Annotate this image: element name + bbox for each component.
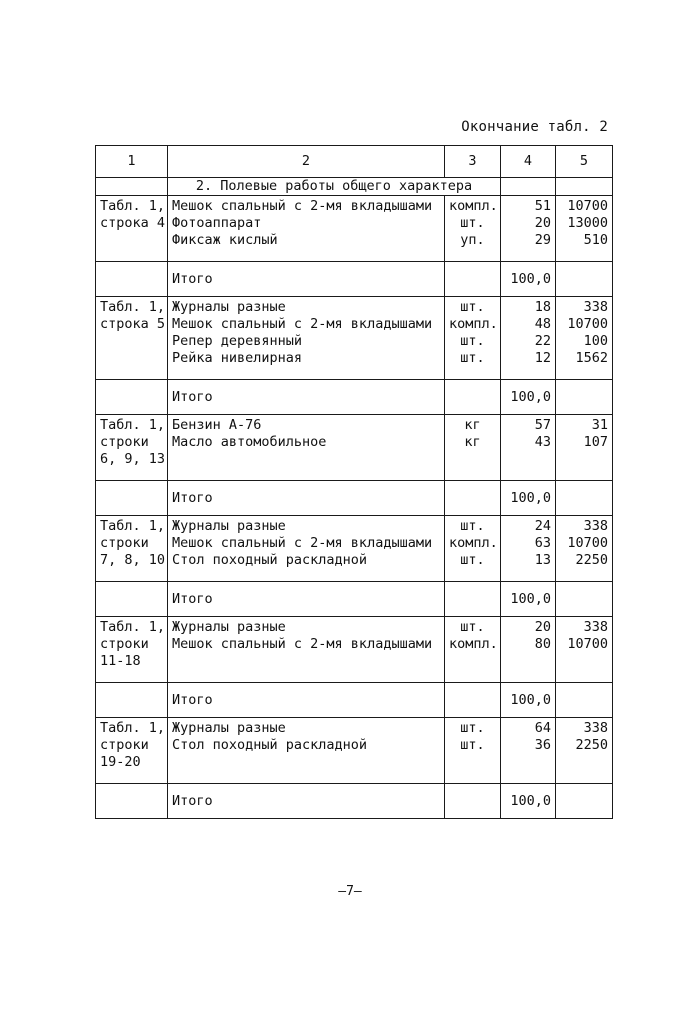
section-spacer xyxy=(556,178,613,196)
item-percents xyxy=(501,415,556,481)
item-price: 1562 xyxy=(575,350,608,366)
item-percent: 63 xyxy=(534,535,551,551)
item-percent: 20 xyxy=(534,619,551,635)
item-price: 338 xyxy=(583,518,608,534)
total-spacer xyxy=(556,380,613,415)
item-name: Рейка нивелирная xyxy=(172,350,303,366)
total-label: Итого xyxy=(168,481,445,516)
item-price: 338 xyxy=(583,619,608,635)
item-prices xyxy=(556,415,613,481)
item-units xyxy=(445,196,501,262)
total-spacer xyxy=(96,262,168,297)
total-spacer xyxy=(96,784,168,819)
item-percent: 57 xyxy=(534,417,551,433)
item-percent: 64 xyxy=(534,720,551,736)
total-spacer xyxy=(445,784,501,819)
item-price: 338 xyxy=(583,720,608,736)
item-units xyxy=(445,718,501,784)
header-cell-4: 4 xyxy=(501,146,556,178)
source-line: Табл. 1, xyxy=(100,299,166,315)
item-unit: шт. xyxy=(460,552,485,568)
item-prices xyxy=(556,617,613,683)
item-percent: 43 xyxy=(534,434,551,450)
group-items-row xyxy=(96,297,613,380)
source-line: строки xyxy=(100,434,149,450)
total-spacer xyxy=(96,582,168,617)
total-spacer xyxy=(445,380,501,415)
total-spacer xyxy=(556,582,613,617)
item-units xyxy=(445,297,501,380)
item-name: Мешок спальный с 2-мя вкладышами xyxy=(172,636,433,652)
total-row xyxy=(96,582,613,617)
item-percent: 36 xyxy=(534,737,551,753)
item-price: 510 xyxy=(583,232,608,248)
source-reference xyxy=(96,415,168,481)
item-percent: 13 xyxy=(534,552,551,568)
source-reference xyxy=(96,617,168,683)
total-value: 100,0 xyxy=(501,683,556,718)
item-name: Фиксаж кислый xyxy=(172,232,278,248)
item-name: Журналы разные xyxy=(172,720,286,736)
total-value: 100,0 xyxy=(501,582,556,617)
item-unit: шт. xyxy=(460,619,485,635)
total-label: Итого xyxy=(168,380,445,415)
total-value: 100,0 xyxy=(501,262,556,297)
item-prices xyxy=(556,516,613,582)
item-prices xyxy=(556,297,613,380)
total-spacer xyxy=(96,481,168,516)
total-spacer xyxy=(556,481,613,516)
item-names xyxy=(168,196,445,262)
item-name: Журналы разные xyxy=(172,518,286,534)
item-name: Журналы разные xyxy=(172,299,286,315)
source-line: строка 4 xyxy=(100,215,166,231)
source-line: строки xyxy=(100,737,149,753)
total-row xyxy=(96,262,613,297)
item-percent: 12 xyxy=(534,350,551,366)
item-name: Фотоаппарат xyxy=(172,215,262,231)
group-items-row xyxy=(96,516,613,582)
item-names xyxy=(168,415,445,481)
source-reference xyxy=(96,196,168,262)
item-names xyxy=(168,516,445,582)
item-unit: шт. xyxy=(460,215,485,231)
item-percent: 22 xyxy=(534,333,551,349)
item-name: Стол походный раскладной xyxy=(172,552,368,568)
section-spacer xyxy=(96,178,168,196)
item-price: 13000 xyxy=(567,215,608,231)
item-units xyxy=(445,415,501,481)
item-unit: шт. xyxy=(460,737,485,753)
item-name: Мешок спальный с 2-мя вкладышами xyxy=(172,198,433,214)
total-label: Итого xyxy=(168,582,445,617)
total-value: 100,0 xyxy=(501,481,556,516)
item-unit: шт. xyxy=(460,299,485,315)
total-row xyxy=(96,784,613,819)
total-spacer xyxy=(556,683,613,718)
page-number: –7– xyxy=(338,884,362,899)
item-unit: компл. xyxy=(449,198,498,214)
item-price: 10700 xyxy=(567,636,608,652)
section-title-row xyxy=(96,178,613,196)
item-percent: 18 xyxy=(534,299,551,315)
source-line: Табл. 1, xyxy=(100,417,166,433)
source-line: 6, 9, 13 xyxy=(100,451,166,467)
item-units xyxy=(445,617,501,683)
item-unit: шт. xyxy=(460,350,485,366)
table-caption: Окончание табл. 2 xyxy=(461,119,608,135)
item-unit: кг xyxy=(464,417,481,433)
source-reference xyxy=(96,718,168,784)
group-items-row xyxy=(96,415,613,481)
source-line: Табл. 1, xyxy=(100,619,166,635)
item-unit: уп. xyxy=(460,232,485,248)
total-spacer xyxy=(96,380,168,415)
item-unit: шт. xyxy=(460,518,485,534)
total-row xyxy=(96,481,613,516)
item-units xyxy=(445,516,501,582)
source-line: Табл. 1, xyxy=(100,518,166,534)
source-line: строки xyxy=(100,535,149,551)
item-percents xyxy=(501,516,556,582)
materials-table xyxy=(95,145,613,819)
header-cell-5: 5 xyxy=(556,146,613,178)
item-price: 338 xyxy=(583,299,608,315)
item-unit: компл. xyxy=(449,535,498,551)
source-reference xyxy=(96,516,168,582)
item-percent: 48 xyxy=(534,316,551,332)
item-name: Журналы разные xyxy=(172,619,286,635)
item-percents xyxy=(501,718,556,784)
total-spacer xyxy=(445,481,501,516)
table-body xyxy=(96,178,613,819)
source-reference xyxy=(96,297,168,380)
item-price: 107 xyxy=(583,434,608,450)
header-cell-1: 1 xyxy=(96,146,168,178)
total-label: Итого xyxy=(168,784,445,819)
section-title: 2. Полевые работы общего характера xyxy=(168,178,501,196)
item-price: 2250 xyxy=(575,737,608,753)
total-spacer xyxy=(445,582,501,617)
source-line: 11-18 xyxy=(100,653,141,669)
total-label: Итого xyxy=(168,262,445,297)
item-percent: 80 xyxy=(534,636,551,652)
item-percent: 24 xyxy=(534,518,551,534)
source-line: строки xyxy=(100,636,149,652)
item-unit: шт. xyxy=(460,720,485,736)
group-items-row xyxy=(96,718,613,784)
item-name: Мешок спальный с 2-мя вкладышами xyxy=(172,316,433,332)
total-spacer xyxy=(96,683,168,718)
item-percents xyxy=(501,297,556,380)
item-name: Бензин А-76 xyxy=(172,417,262,433)
item-price: 100 xyxy=(583,333,608,349)
section-spacer xyxy=(501,178,556,196)
item-names xyxy=(168,297,445,380)
total-spacer xyxy=(556,262,613,297)
header-cell-2: 2 xyxy=(168,146,445,178)
item-name: Стол походный раскладной xyxy=(172,737,368,753)
total-row xyxy=(96,380,613,415)
item-percents xyxy=(501,196,556,262)
header-cell-3: 3 xyxy=(445,146,501,178)
item-prices xyxy=(556,718,613,784)
item-name: Масло автомобильное xyxy=(172,434,327,450)
item-names xyxy=(168,718,445,784)
total-label: Итого xyxy=(168,683,445,718)
total-row xyxy=(96,683,613,718)
source-line: 7, 8, 10 xyxy=(100,552,166,568)
group-items-row xyxy=(96,617,613,683)
total-spacer xyxy=(445,262,501,297)
item-percent: 20 xyxy=(534,215,551,231)
header-row xyxy=(96,146,613,178)
source-line: Табл. 1, xyxy=(100,720,166,736)
item-unit: кг xyxy=(464,434,481,450)
source-line: строка 5 xyxy=(100,316,166,332)
item-unit: шт. xyxy=(460,333,485,349)
item-percents xyxy=(501,617,556,683)
item-percent: 51 xyxy=(534,198,551,214)
item-price: 2250 xyxy=(575,552,608,568)
total-value: 100,0 xyxy=(501,784,556,819)
source-line: Табл. 1, xyxy=(100,198,166,214)
item-price: 10700 xyxy=(567,535,608,551)
item-prices xyxy=(556,196,613,262)
item-price: 10700 xyxy=(567,198,608,214)
total-spacer xyxy=(556,784,613,819)
item-price: 10700 xyxy=(567,316,608,332)
total-value: 100,0 xyxy=(501,380,556,415)
item-unit: компл. xyxy=(449,636,498,652)
group-items-row xyxy=(96,196,613,262)
item-name: Мешок спальный с 2-мя вкладышами xyxy=(172,535,433,551)
item-price: 31 xyxy=(591,417,608,433)
source-line: 19-20 xyxy=(100,754,141,770)
item-name: Репер деревянный xyxy=(172,333,303,349)
item-percent: 29 xyxy=(534,232,551,248)
item-unit: компл. xyxy=(449,316,498,332)
total-spacer xyxy=(445,683,501,718)
item-names xyxy=(168,617,445,683)
